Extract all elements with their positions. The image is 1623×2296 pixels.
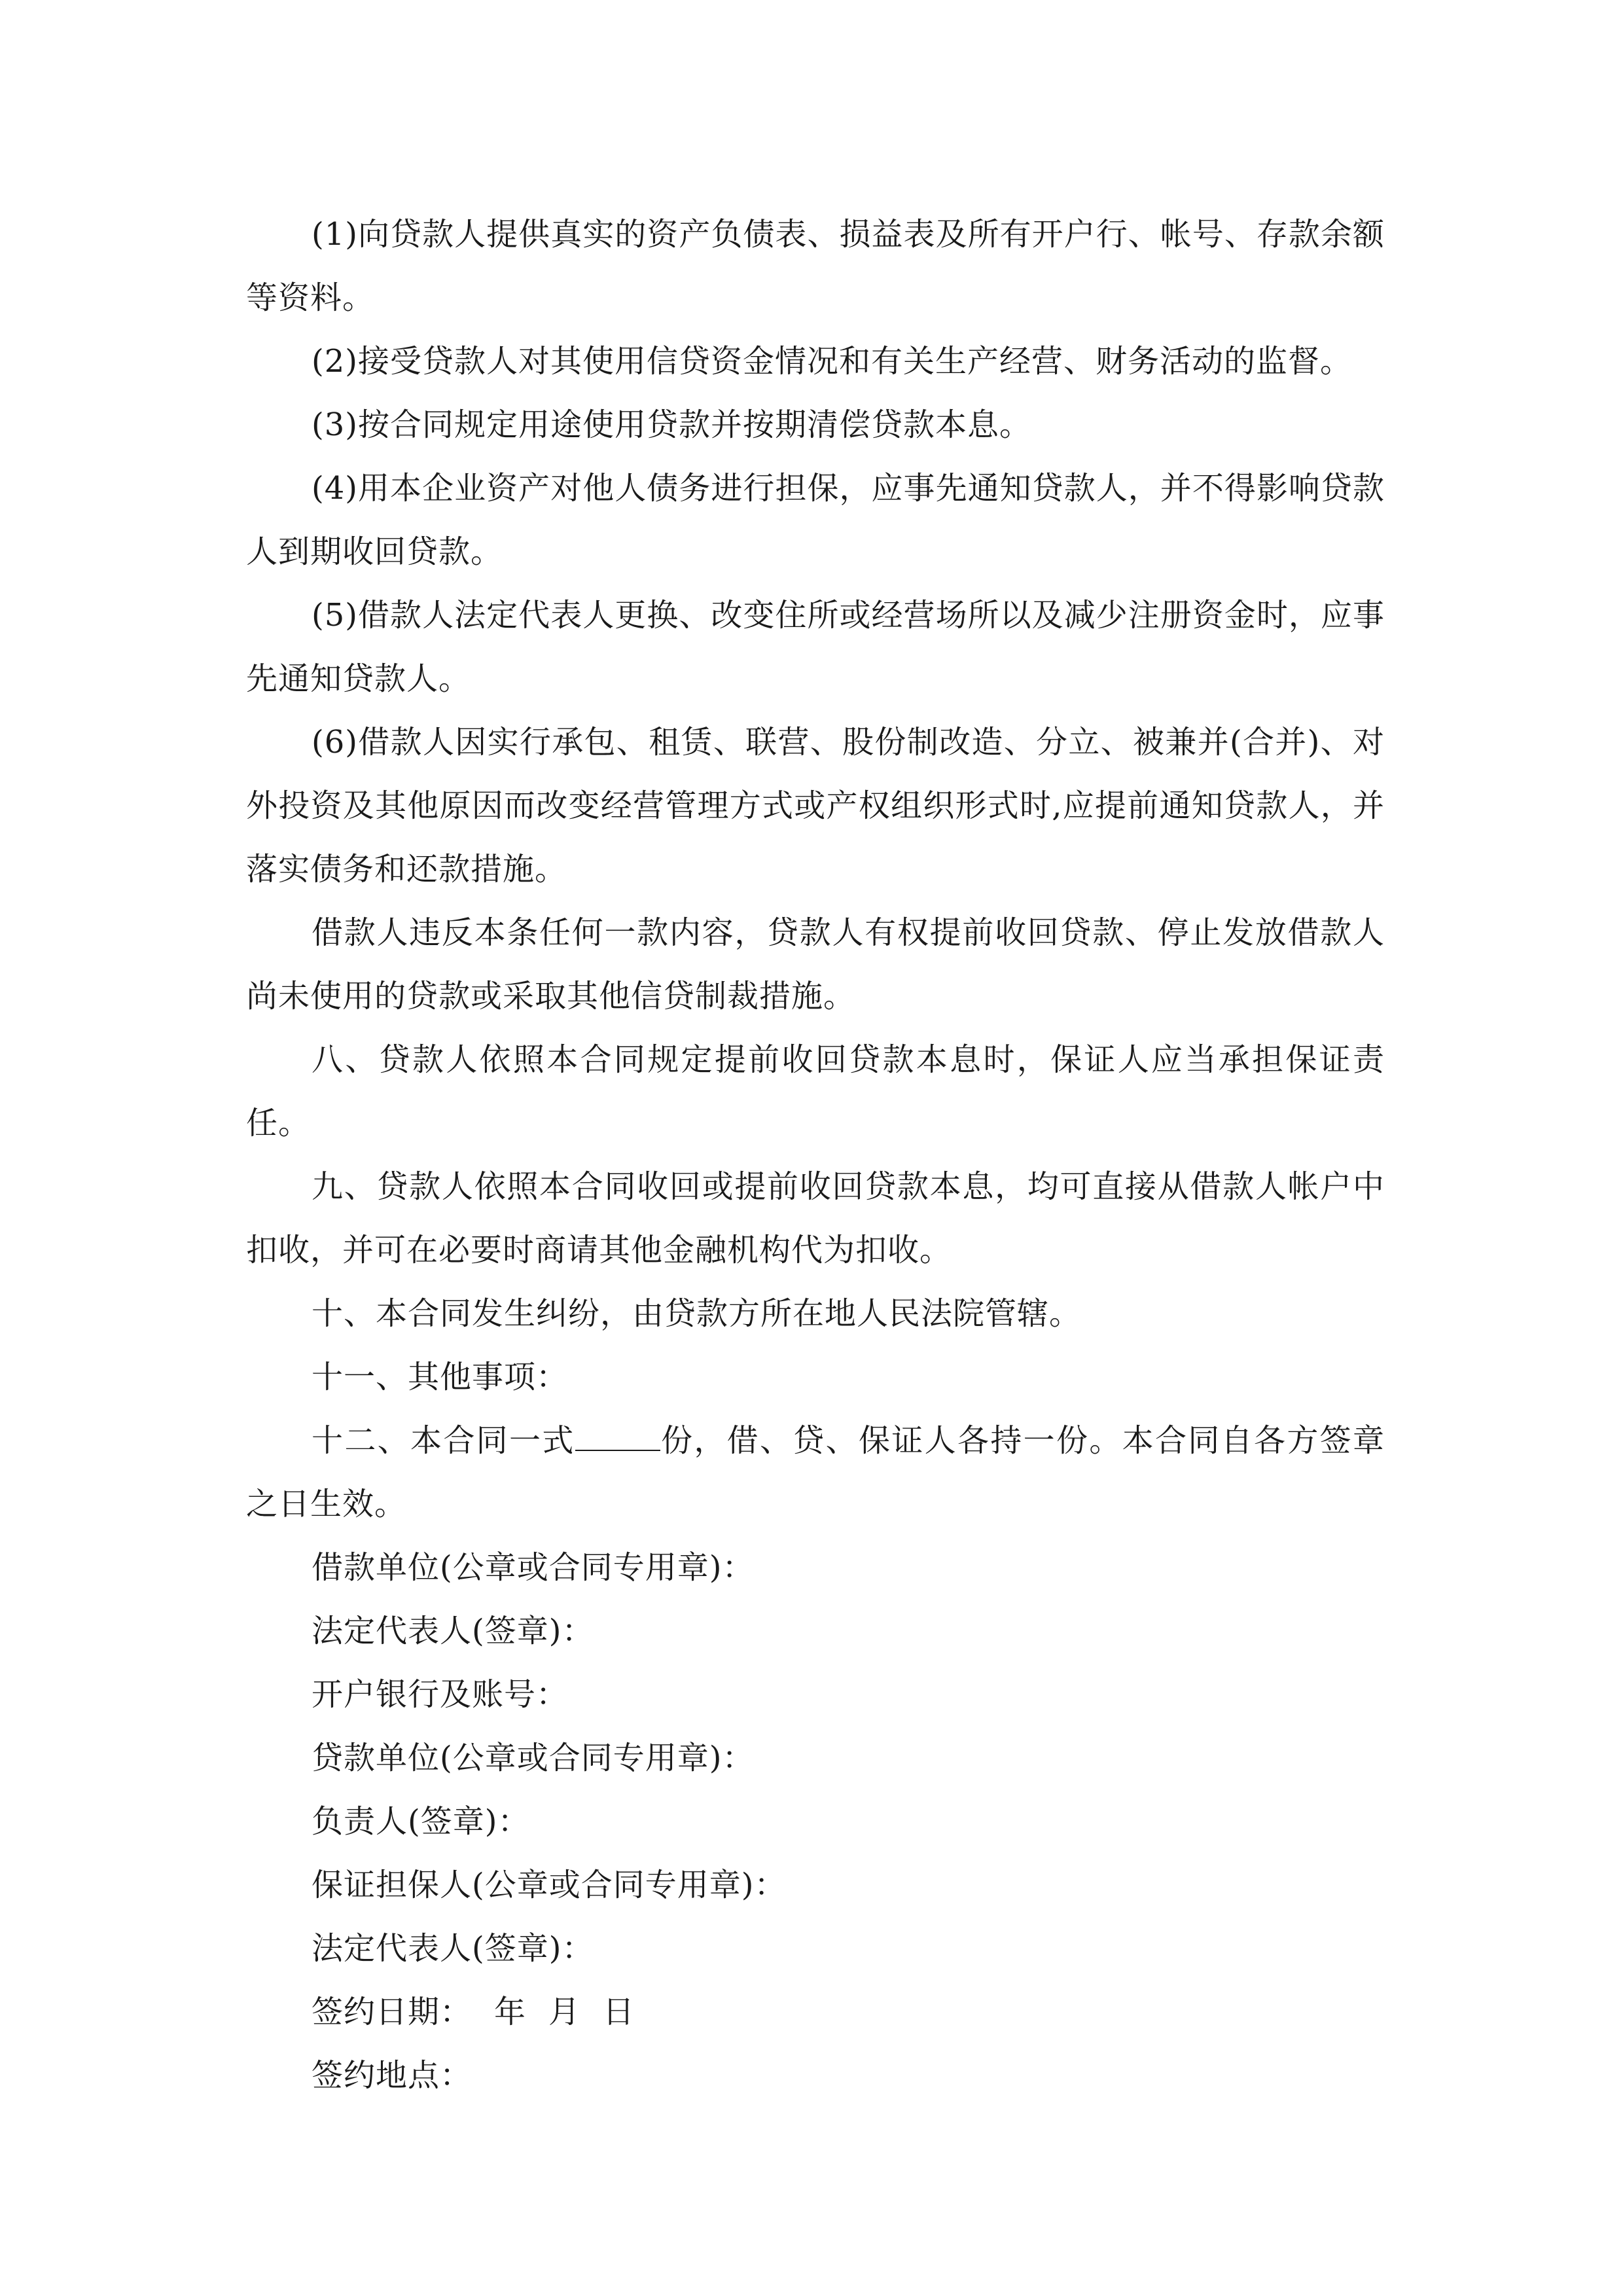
violation-paragraph: 借款人违反本条任何一款内容，贷款人有权提前收回贷款、停止发放借款人尚未使用的贷款或采取其他信贷制裁措施。 xyxy=(246,914,1385,1014)
article-9: 九、贷款人依照本合同收回或提前收回贷款本息，均可直接从借款人帐户中扣收，并可在必要时商请其他金融机构代为扣收。 xyxy=(246,1168,1385,1268)
year-label: 年 xyxy=(494,1994,527,2030)
clause-1: (1)向贷款人提供真实的资产负债表、损益表及所有开户行、帐号、存款余额等资料。 xyxy=(246,216,1385,316)
article-12-rest: 份，借、贷、保证人各持一份。本合同自各方签章之日生效。 xyxy=(246,1422,1385,1522)
clause-4: (4)用本企业资产对他人债务进行担保，应事先通知贷款人，并不得影响贷款人到期收回贷款。 xyxy=(246,470,1385,570)
guarantor-representative-line: 法定代表人(签章)： xyxy=(312,1930,594,1967)
lender-unit-line: 贷款单位(公章或合同专用章)： xyxy=(312,1740,755,1776)
bank-account-line: 开户银行及账号： xyxy=(312,1676,569,1713)
borrower-representative-line: 法定代表人(签章)： xyxy=(312,1613,594,1649)
clause-3: (3)按合同规定用途使用贷款并按期清偿贷款本息。 xyxy=(312,406,1031,443)
sign-date-line xyxy=(246,1981,1385,2044)
article-11: 十一、其他事项： xyxy=(312,1359,569,1395)
article-12 xyxy=(246,1409,1385,1536)
copies-blank xyxy=(575,1424,660,1451)
clause-2: (2)接受贷款人对其使用信贷资金情况和有关生产经营、财务活动的监督。 xyxy=(312,343,1352,380)
lender-head-line: 负责人(签章)： xyxy=(312,1803,530,1840)
sign-place-line: 签约地点： xyxy=(312,2057,473,2094)
contract-body xyxy=(246,203,1385,2108)
month-label: 月 xyxy=(548,1994,581,2030)
clause-6: (6)借款人因实行承包、租赁、联营、股份制改造、分立、被兼并(合并)、对外投资及其他原因而改变经营管理方式或产权组织形式时,应提前通知贷款人，并落实债务和还款措施。 xyxy=(246,724,1385,888)
article-12-lead: 十二、本合同一式 xyxy=(312,1422,575,1459)
clause-5: (5)借款人法定代表人更换、改变住所或经营场所以及减少注册资金时，应事先通知贷款人。 xyxy=(246,597,1385,697)
day-label: 日 xyxy=(603,1994,635,2030)
article-8: 八、贷款人依照本合同规定提前收回贷款本息时，保证人应当承担保证责任。 xyxy=(246,1041,1385,1141)
guarantor-line: 保证担保人(公章或合同专用章)： xyxy=(312,1867,787,1903)
article-10: 十、本合同发生纠纷，由贷款方所在地人民法院管辖。 xyxy=(312,1295,1082,1332)
sign-date-label: 签约日期： xyxy=(312,1994,473,2030)
borrower-unit-line: 借款单位(公章或合同专用章)： xyxy=(312,1549,755,1586)
